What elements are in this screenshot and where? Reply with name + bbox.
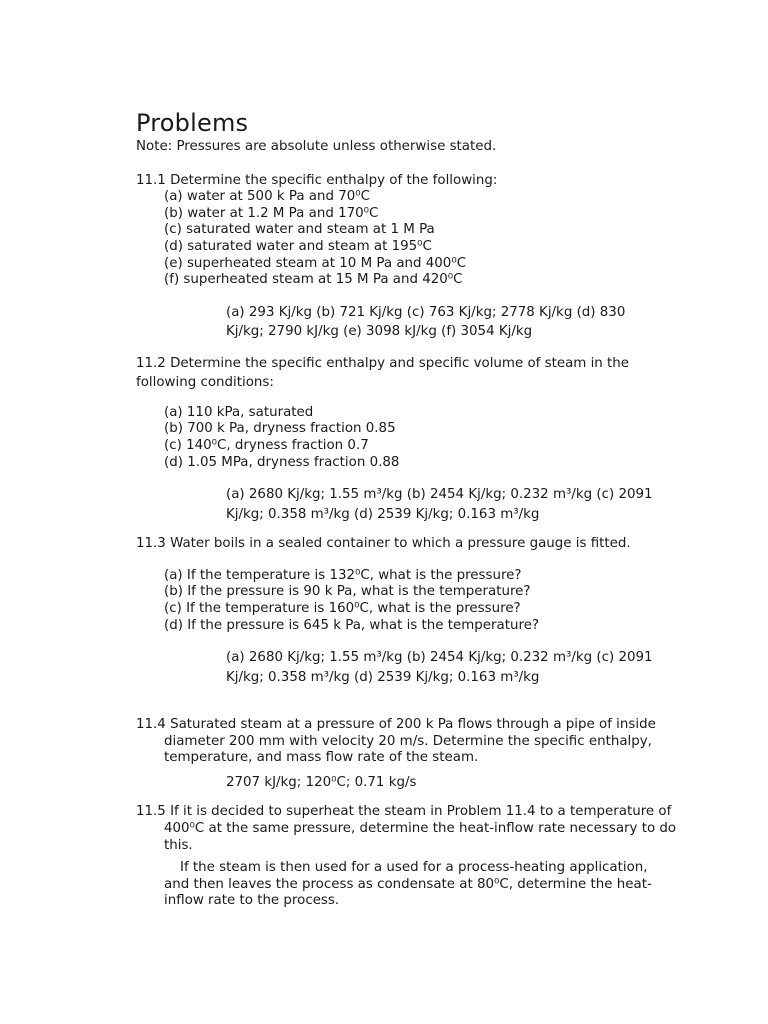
problem-11-1-heading: 11.1 Determine the specific enthalpy of the following: <box>136 172 498 188</box>
problem-11-1-answer: (a) 293 Kj/kg (b) 721 Kj/kg (c) 763 Kj/kg; 2778 Kj/kg (d) 830 Kj/kg; 2790 kJ/kg (e) 3098 kJ/kg (f) 3054 Kj/kg <box>226 304 626 340</box>
list-item: (d) 1.05 MPa, dryness fraction 0.88 <box>164 454 400 470</box>
list-item: (a) If the temperature is 132⁰C, what is the pressure? <box>164 567 522 583</box>
list-item: (b) 700 k Pa, dryness fraction 0.85 <box>164 421 396 437</box>
list-item: (a) water at 500 k Pa and 70⁰C <box>164 189 370 205</box>
list-item: (d) saturated water and steam at 195⁰C <box>164 238 432 254</box>
list-item: (b) water at 1.2 M Pa and 170⁰C <box>164 205 379 221</box>
list-item: (e) superheated steam at 10 M Pa and 400⁰C <box>164 255 467 271</box>
problem-11-5-heading: 11.5 If it is decided to superheat the steam in Problem 11.4 to a temperature of 400⁰C at the same pressure, determine the heat-inflow rate necessary to do this. <box>136 804 677 853</box>
list-item: (d) If the pressure is 645 k Pa, what is the temperature? <box>164 617 540 633</box>
list-item: (b) If the pressure is 90 k Pa, what is the temperature? <box>164 584 531 600</box>
problem-11-3-answer: (a) 2680 Kj/kg; 1.55 m³/kg (b) 2454 Kj/kg; 0.232 m³/kg (c) 2091 Kj/kg; 0.358 m³/kg (d) 2539 Kj/kg; 0.163 m³/kg <box>226 650 653 685</box>
list-item: (c) saturated water and steam at 1 M Pa <box>164 222 435 238</box>
page-title: Problems <box>136 109 249 137</box>
problem-11-2-heading: 11.2 Determine the specific enthalpy and specific volume of steam in the following conditions: <box>136 355 630 390</box>
document-page <box>136 108 696 910</box>
problem-11-2-answer: (a) 2680 Kj/kg; 1.55 m³/kg (b) 2454 Kj/kg; 0.232 m³/kg (c) 2091 Kj/kg; 0.358 m³/kg (d) 2539 Kj/kg; 0.163 m³/kg <box>226 487 653 522</box>
problem-11-1-items <box>136 189 696 289</box>
list-item: (a) 110 kPa, saturated <box>164 404 314 420</box>
problem-11-4-answer: 2707 kJ/kg; 120⁰C; 0.71 kg/s <box>226 774 417 790</box>
problem-11-2-items <box>136 405 696 471</box>
problem-11-4-heading: 11.4 Saturated steam at a pressure of 200 k Pa flows through a pipe of inside diameter 200 mm with velocity 20 m/s. Determine the specific enthalpy, temperature, and mass flow rate of the steam. <box>136 717 656 766</box>
problem-11-3-items <box>136 568 696 634</box>
problem-11-3-heading: 11.3 Water boils in a sealed container to which a pressure gauge is fitted. <box>136 536 631 552</box>
problem-11-5-paragraph: If the steam is then used for a used for a process-heating application, and then leaves the process as condensate at 80⁰C, determine the heat-inflow rate to the process. <box>164 860 652 909</box>
list-item: (f) superheated steam at 15 M Pa and 420⁰C <box>164 272 463 288</box>
list-item: (c) If the temperature is 160⁰C, what is the pressure? <box>164 600 521 616</box>
list-item: (c) 140⁰C, dryness fraction 0.7 <box>164 437 369 453</box>
note-text: Note: Pressures are absolute unless otherwise stated. <box>136 139 497 154</box>
